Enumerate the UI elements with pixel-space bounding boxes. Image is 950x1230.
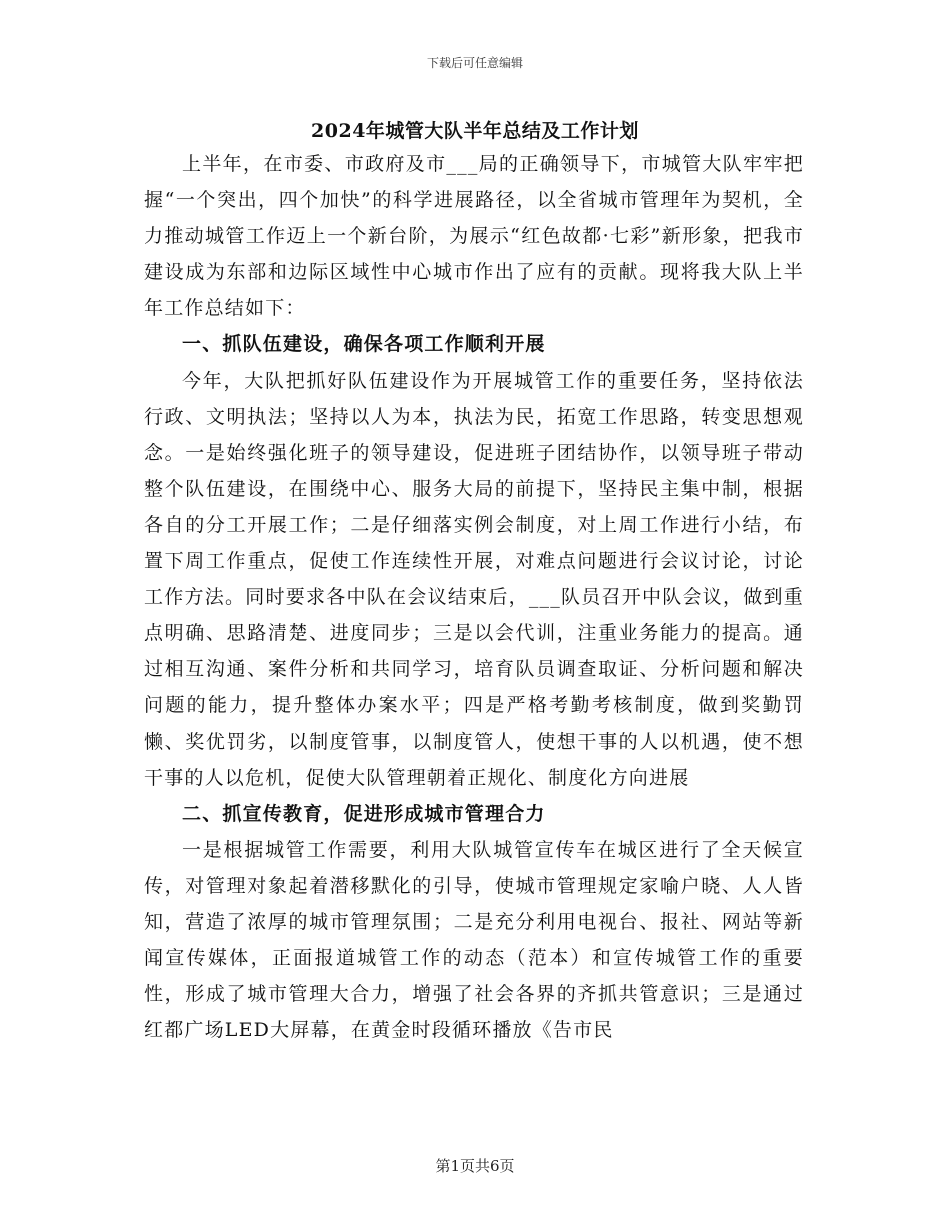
document-body <box>144 146 804 1048</box>
section-1-paragraph: 今年，大队把抓好队伍建设作为开展城管工作的重要任务，坚持依法行政、文明执法；坚持以人为本，执法为民，拓宽工作思路，转变思想观念。一是始终强化班子的领导建设，促进班子团结协作，以领导班子带动整个队伍建设，在围绕中心、服务大局的前提下，坚持民主集中制，根据各自的分工开展工作；二是仔细落实例会制度，对上周工作进行小结，布置下周工作重点，促使工作连续性开展，对难点问题进行会议讨论，讨论工作方法。同时要求各中队在会议结束后，___队员召开中队会议，做到重点明确、思路清楚、进度同步；三是以会代训，注重业务能力的提高。通过相互沟通、案件分析和共同学习，培育队员调查取证、分析问题和解决问题的能力，提升整体办案水平；四是严格考勤考核制度，做到奖勤罚懒、奖优罚劣，以制度管事，以制度管人，使想干事的人以机遇，使不想干事的人以危机，促使大队管理朝着正规化、制度化方向进展 <box>144 369 804 789</box>
section-1-heading: 一、抓队伍建设，确保各项工作顺利开展 <box>182 333 546 356</box>
intro-paragraph: 上半年，在市委、市政府及市___局的正确领导下，市城管大队牢牢把握“一个突出，四个加快”的科学进展路径，以全省城市管理年为契机，全力推动城管工作迈上一个新台阶，为展示“红色故都·七彩”新形象，把我市建设成为东部和边际区域性中心城市作出了应有的贡献。现将我大队上半年工作总结如下： <box>144 153 804 320</box>
section-2-paragraph: 一是根据城管工作需要，利用大队城管宣传车在城区进行了全天候宣传，对管理对象起着潜移默化的引导，使城市管理规定家喻户晓、人人皆知，营造了浓厚的城市管理氛围；二是充分利用电视台、报社、网站等新闻宣传媒体，正面报道城管工作的动态（范本）和宣传城管工作的重要性，形成了城市管理大合力，增强了社会各界的齐抓共管意识；三是通过红都广场LED大屏幕，在黄金时段循环播放《告市民 <box>144 838 804 1042</box>
section-2-heading: 二、抓宣传教育，促进形成城市管理合力 <box>182 802 546 825</box>
document-title: 2024年城管大队半年总结及工作计划 <box>311 120 639 142</box>
header-note: 下载后可任意编辑 <box>426 56 523 70</box>
page-footer: 第1页共6页 <box>435 1157 515 1175</box>
